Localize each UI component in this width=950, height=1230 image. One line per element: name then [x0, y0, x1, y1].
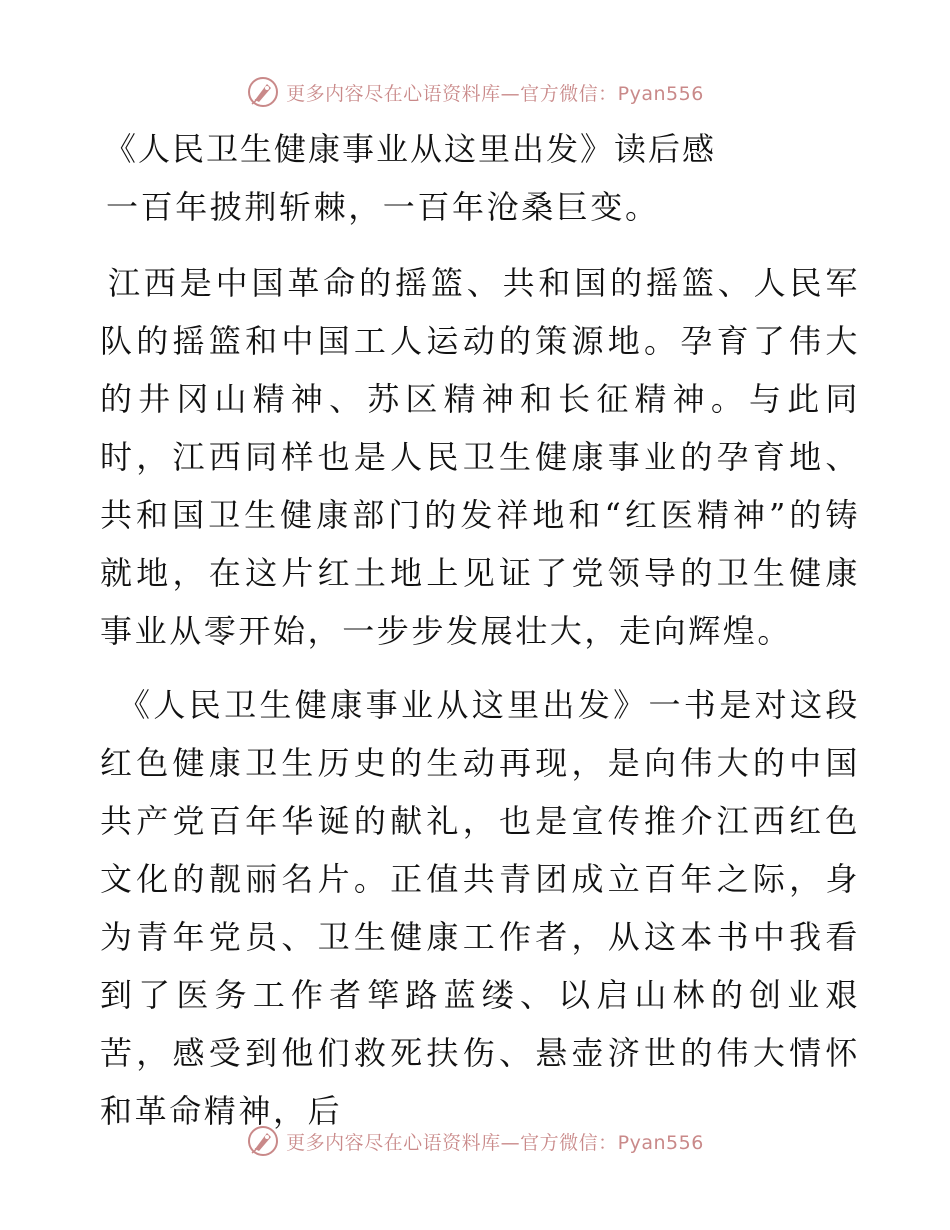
footer-watermark [0, 1121, 950, 1161]
document-body [100, 120, 860, 1140]
watermark-text: 更多内容尽在心语资料库—官方微信：Pyan556 [286, 1131, 704, 1154]
paragraph-2: 江西是中国革命的摇篮、共和国的摇篮、人民军队的摇篮和中国工人运动的策源地。孕育了伟大的井冈山精神、苏区精神和长征精神。与此同时，江西同样也是人民卫生健康事业的孕育地、共和国卫生健康部门的发祥地和“红医精神”的铸就地，在这片红土地上见证了党领导的卫生健康事业从零开始，一步步发展壮大，走向辉煌。 [100, 264, 860, 650]
pen-nib-logo-icon [246, 1124, 280, 1158]
document-title: 《人民卫生健康事业从这里出发》读后感 [104, 130, 717, 168]
paragraph-3: 《人民卫生健康事业从这里出发》一书是对这段红色健康卫生历史的生动再现，是向伟大的中国共产党百年华诞的献礼，也是宣传推介江西红色文化的靓丽名片。正值共青团成立百年之际，身为青年党员、卫生健康工作者，从这本书中我看到了医务工作者筚路蓝缕、以启山林的创业艰苦，感受到他们救死扶伤、悬壶济世的伟大情怀和革命精神，后 [100, 686, 860, 1130]
watermark-text: 更多内容尽在心语资料库—官方微信：Pyan556 [286, 82, 704, 105]
paragraph-1: 一百年披荆斩棘，一百年沧桑巨变。 [106, 188, 660, 226]
header-watermark [0, 72, 950, 112]
pen-nib-logo-icon [246, 75, 280, 109]
